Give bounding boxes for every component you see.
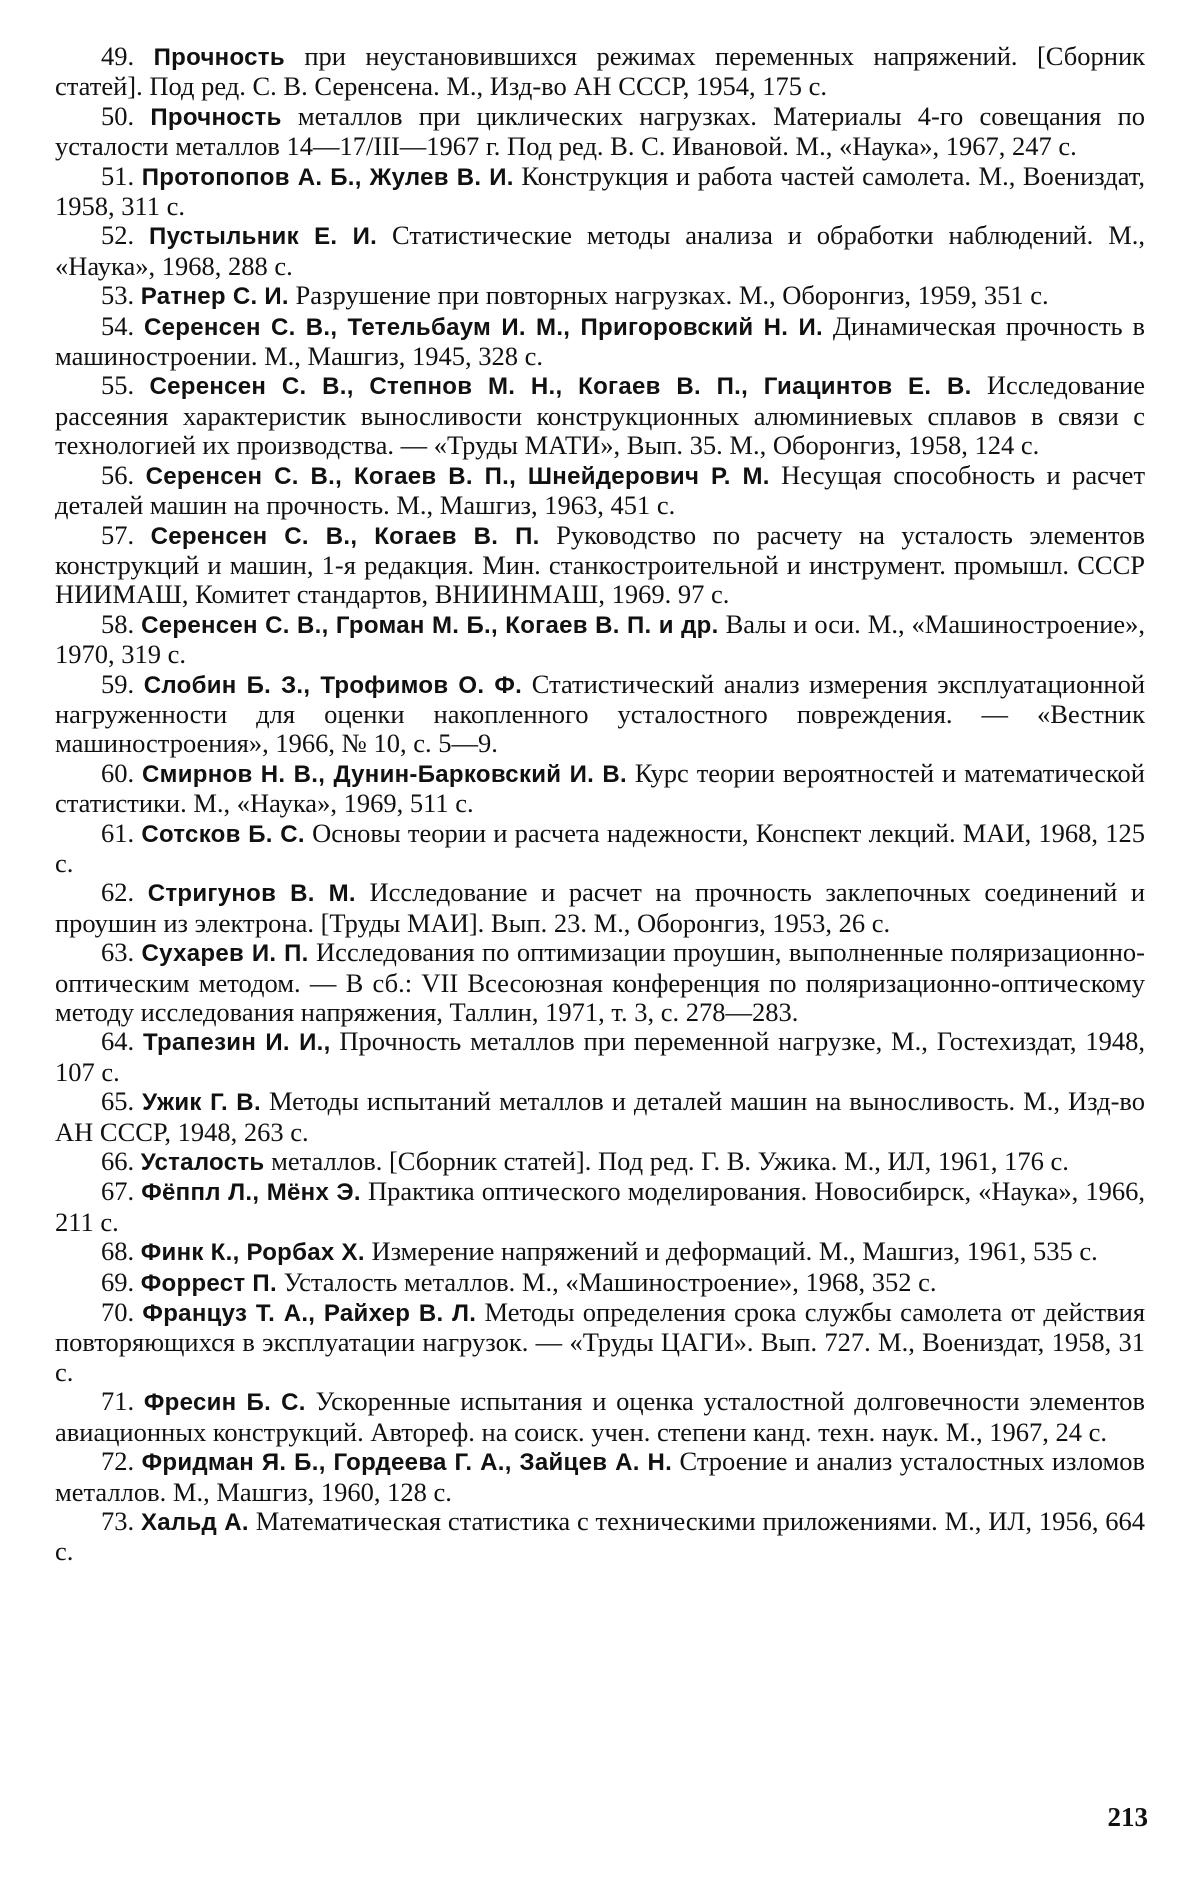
entry-text: Исследования по оптимизации проушин, выполненные поляризационно-оптическим методом. — В сб.: VII Всесоюзная конференция по поляризационно-оптическому методу исследования напряжения, Таллин, 1971, т. 3, с. 278—283. — [55, 937, 1145, 1027]
entry-text: Валы и оси. М., «Машиностроение», 1970, 319 с. — [55, 608, 1146, 670]
bibliography-entry — [55, 221, 1145, 281]
entry-number: 64. — [101, 1026, 135, 1057]
entry-author: Трапезин И. И., — [142, 1029, 331, 1057]
page-number: 213 — [1107, 1802, 1148, 1832]
entry-number: 66. — [101, 1146, 135, 1177]
bibliography-entry — [55, 819, 1145, 879]
entry-author: Фридман Я. Б., Гордеева Г. А., Зайцев А. Н. — [141, 1449, 673, 1477]
bibliography-entry — [55, 1237, 1145, 1267]
entry-number: 67. — [101, 1176, 135, 1207]
entry-text: Измерение напряжений и деформаций. М., Машгиз, 1961, 535 с. — [371, 1236, 1098, 1267]
entry-text: Ускоренные испытания и оценка усталостной долговечности элементов авиационных конструкций. Автореф. на соиск. учен. степени канд. техн. наук. М., 1967, 24 с. — [55, 1386, 1146, 1447]
entry-author: Протопопов А. Б., Жулев В. И. — [141, 163, 514, 191]
bibliography-entry — [55, 1268, 1145, 1298]
bibliography-entry — [55, 938, 1145, 1027]
entry-text: Несущая способность и расчет деталей машин на прочность. М., Машгиз, 1963, 451 с. — [55, 459, 1146, 521]
entry-text: Руководство по расчету на усталость элементов конструкций и машин, 1-я редакция. Мин. станкостроительной и инструмент. промышл. СССР НИИМАШ, Комитет стандартов, ВНИИНМАШ, 1969. 97 с. — [55, 519, 1146, 610]
entry-number: 63. — [101, 937, 135, 968]
entry-text: металлов. [Сборник статей]. Под ред. Г. В. Ужика. М., ИЛ, 1961, 176 с. — [271, 1146, 1069, 1177]
bibliography-entry — [55, 1147, 1145, 1177]
entry-text: Статистические методы анализа и обработки наблюдений. М., «Наука», 1968, 288 с. — [55, 220, 1146, 281]
entry-author: Пустыльник Е. И. — [149, 223, 378, 251]
bibliography-entry — [55, 162, 1145, 222]
entry-author: Фёппл Л., Мёнх Э. — [141, 1179, 361, 1207]
entry-author: Финк К., Рорбах Х. — [140, 1239, 365, 1267]
entry-text: Разрушение при повторных нагрузках. М., Оборонгиз, 1959, 351 с. — [295, 280, 1049, 311]
entry-number: 51. — [101, 160, 135, 191]
entry-author: Серенсен С. В., Когаев В. П., Шнейдерович Р. М. — [145, 462, 770, 490]
entry-text: при неустановившихся режимах переменных напряжений. [Сборник статей]. Под ред. С. В. Серенсена. М., Изд-во АН СССР, 1954, 175 с. — [55, 41, 1145, 102]
entry-number: 52. — [101, 220, 135, 251]
bibliography-entry — [55, 1387, 1145, 1447]
entry-number: 60. — [101, 757, 135, 788]
bibliography-entry — [55, 878, 1145, 938]
entry-text: Усталость металлов. М., «Машиностроение», 1968, 352 с. — [283, 1266, 937, 1297]
entry-text: Основы теории и расчета надежности, Конспект лекций. МАИ, 1968, 125 с. — [55, 817, 1145, 878]
entry-author: Хальд А. — [140, 1508, 249, 1536]
entry-text: Математическая статистика с техническими приложениями. М., ИЛ, 1956, 664 с. — [55, 1505, 1146, 1567]
entry-text: Строение и анализ усталостных изломов металлов. М., Машгиз, 1960, 128 с. — [55, 1446, 1146, 1507]
entry-number: 69. — [101, 1266, 135, 1297]
entry-author: Серенсен С. В., Громан М. Б., Когаев В. П. и др. — [141, 611, 719, 639]
bibliography-entry — [55, 759, 1145, 819]
entry-text: Исследование и расчет на прочность заклепочных соединений и проушин из электрона. [Труды МАИ]. Вып. 23. М., Оборонгиз, 1953, 26 с. — [55, 877, 1146, 938]
entry-number: 55. — [101, 370, 135, 401]
entry-text: Конструкция и работа частей самолета. М., Воениздат, 1958, 311 с. — [55, 160, 1146, 222]
entry-number: 65. — [101, 1086, 135, 1117]
entry-number: 53. — [101, 280, 135, 311]
entry-text: металлов при циклических нагрузках. Материалы 4-го совещания по усталости металлов 14—17/III—1967 г. Под ред. В. С. Ивановой. М., «Наука», 1967, 247 с. — [55, 100, 1146, 162]
entry-text: Прочность металлов при переменной нагрузке, М., Гостехиздат, 1948, 107 с. — [55, 1026, 1146, 1087]
bibliography-entry — [55, 1447, 1145, 1507]
entry-number: 50. — [101, 100, 135, 131]
entry-author: Слобин Б. З., Трофимов О. Ф. — [143, 671, 523, 699]
bibliography-entry — [55, 1087, 1145, 1147]
entry-author: Прочность — [150, 103, 282, 131]
bibliography-entry — [55, 610, 1145, 670]
entry-author: Серенсен С. В., Тетельбаум И. М., Пригоровский Н. И. — [144, 313, 823, 341]
entry-number: 70. — [101, 1297, 135, 1328]
entry-author: Сотсков Б. С. — [141, 820, 305, 848]
bibliography-entry — [55, 102, 1145, 162]
entry-text: Практика оптического моделирования. Новосибирск, «Наука», 1966, 211 с. — [55, 1176, 1146, 1237]
entry-author: Ратнер С. И. — [140, 283, 289, 311]
bibliography-entry — [55, 371, 1145, 460]
entry-author: Француз Т. А., Райхер В. Л. — [142, 1300, 477, 1328]
entry-text: Динамическая прочность в машиностроении. М., Машгиз, 1945, 328 с. — [55, 310, 1146, 372]
bibliography-entry — [55, 281, 1145, 311]
entry-number: 58. — [101, 608, 135, 639]
entry-author: Ужик Г. В. — [142, 1089, 261, 1117]
entry-number: 71. — [101, 1386, 135, 1417]
entry-number: 72. — [101, 1446, 135, 1477]
entry-author: Серенсен С. В., Когаев В. П. — [150, 522, 540, 550]
entry-author: Усталость — [140, 1149, 265, 1177]
bibliography-entry — [55, 1298, 1145, 1387]
entry-author: Сухарев И. П. — [141, 940, 309, 968]
entry-number: 56. — [101, 459, 135, 490]
bibliography-entry — [55, 1027, 1145, 1087]
entry-author: Фресин Б. С. — [143, 1389, 306, 1417]
entry-author: Форрест П. — [140, 1269, 277, 1297]
entry-number: 49. — [101, 41, 135, 71]
bibliography-entry — [55, 670, 1145, 759]
entry-number: 59. — [101, 668, 135, 699]
entry-text: Методы испытаний металлов и деталей машин на выносливость. М., Изд-во АН СССР, 1948, 263 с. — [55, 1086, 1146, 1147]
bibliography-entry — [55, 42, 1145, 102]
entry-number: 68. — [101, 1236, 135, 1267]
bibliography-entry — [55, 1507, 1145, 1567]
entry-text: Статистический анализ измерения эксплуатационной нагруженности для оценки накопленного усталостного повреждения. — «Вестник машиностроения», 1966, № 10, с. 5—9. — [55, 668, 1146, 759]
entry-author: Серенсен С. В., Степнов М. Н., Когаев В. П., Гиацинтов Е. В. — [149, 373, 972, 401]
entry-number: 57. — [101, 519, 135, 550]
entry-number: 73. — [101, 1505, 135, 1536]
bibliography-entry — [55, 1177, 1145, 1237]
bibliography-entry — [55, 521, 1145, 610]
bibliography-entry — [55, 461, 1145, 521]
entry-number: 61. — [101, 817, 135, 848]
bibliography-entry — [55, 312, 1145, 372]
bibliography-list — [55, 42, 1145, 1567]
entry-number: 62. — [101, 877, 135, 908]
entry-author: Прочность — [153, 44, 285, 71]
entry-number: 54. — [101, 310, 135, 341]
entry-author: Смирнов Н. В., Дунин-Барковский И. В. — [142, 760, 627, 788]
entry-text: Методы определения срока службы самолета от действия повторяющихся в эксплуатации нагрузок. — «Труды ЦАГИ». Вып. 727. М., Воениздат, 1958, 31 с. — [55, 1297, 1146, 1387]
entry-text: Курс теории вероятностей и математической статистики. М., «Наука», 1969, 511 с. — [55, 757, 1145, 819]
entry-author: Стригунов В. М. — [147, 880, 356, 908]
entry-text: Исследование рассеяния характеристик выносливости конструкционных алюминиевых сплавов в связи с технологией их производства. — «Труды МАТИ», Вып. 35. М., Оборонгиз, 1958, 124 с. — [55, 370, 1146, 461]
